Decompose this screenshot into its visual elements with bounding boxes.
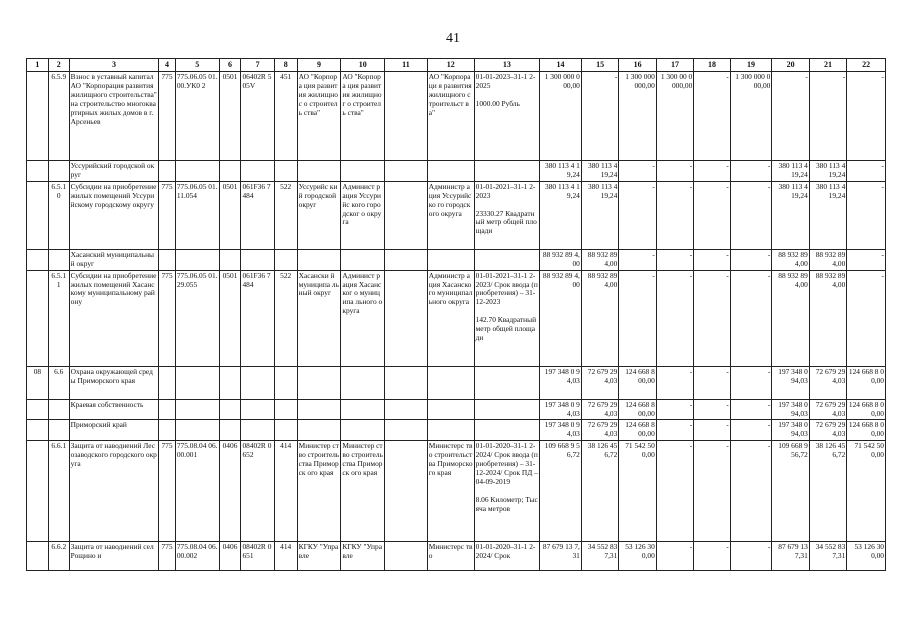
table-cell: [219, 161, 241, 182]
table-cell: [427, 161, 474, 182]
table-cell: 1 300 00 0 000,00: [656, 72, 693, 161]
table-cell: 88 932 89 4,00: [809, 249, 846, 270]
table-cell: Администр ация Уссурийско го городского округа: [427, 181, 474, 249]
table-cell: [297, 399, 341, 420]
table-cell: [241, 399, 274, 420]
table-cell: -: [730, 270, 772, 366]
table-cell: -: [694, 181, 730, 249]
table-cell: Защита от наводнений Лесозаводского городского округа: [69, 441, 159, 542]
table-cell: 775: [159, 542, 176, 571]
table-cell: -: [656, 441, 693, 542]
table-cell: Министер ство строитель ства Приморск ого края: [341, 441, 385, 542]
table-cell: -: [619, 161, 656, 182]
table-cell: -: [694, 542, 730, 571]
table-cell: 88 932 89 4,00: [581, 270, 618, 366]
table-cell: -: [694, 161, 730, 182]
table-cell: -: [694, 441, 730, 542]
table-cell: [274, 161, 297, 182]
table-cell: Защита от наводнений сел Рощино и: [69, 542, 159, 571]
column-header: 18: [694, 59, 730, 72]
table-cell: -: [619, 181, 656, 249]
column-header: 19: [730, 59, 772, 72]
column-header: 16: [619, 59, 656, 72]
column-header: 14: [540, 59, 582, 72]
table-cell: 08402R 0652: [241, 441, 274, 542]
table-cell: 061F36 7484: [241, 270, 274, 366]
table-cell: Краевая собственность: [69, 399, 159, 420]
table-row: [27, 249, 886, 270]
header-row: [27, 59, 886, 72]
table-cell: [175, 420, 219, 441]
table-cell: 53 126 30 0,00: [847, 542, 886, 571]
table-cell: 522: [274, 270, 297, 366]
table-cell: -: [656, 270, 693, 366]
column-header: 1: [27, 59, 49, 72]
column-header: 15: [581, 59, 618, 72]
column-header: 5: [175, 59, 219, 72]
column-header: 10: [341, 59, 385, 72]
table-cell: Админист рация Уссурийс кого городског о округа: [341, 181, 385, 249]
table-cell: 88 932 89 4,00: [809, 270, 846, 366]
table-cell: 380 113 4 19,24: [772, 161, 809, 182]
table-cell: [385, 542, 428, 571]
table-cell: 775.08.04 06.00.001: [175, 441, 219, 542]
table-cell: 197 348 0 94,03: [772, 366, 809, 399]
table-cell: 380 113 4 19,24: [540, 161, 582, 182]
table-cell: -: [656, 366, 693, 399]
table-cell: -: [619, 249, 656, 270]
column-header: 20: [772, 59, 809, 72]
column-header: 2: [48, 59, 69, 72]
table-cell: [48, 399, 69, 420]
table-cell: 775.08.04 06.00.002: [175, 542, 219, 571]
table-cell: 01-01-2020–31-1 2-2024/ Срок: [474, 542, 540, 571]
table-cell: -: [847, 72, 886, 161]
column-header: 13: [474, 59, 540, 72]
table-cell: 01-01-2020–31-1 2-2024/ Срок ввода (приобретения) – 31-12-2024/ Срок ПД – 04-09-2019 8.06 Километр; Тысяча метров: [474, 441, 540, 542]
table-row: [27, 270, 886, 366]
table-cell: 197 348 0 94,03: [540, 420, 582, 441]
table-row: [27, 420, 886, 441]
table-cell: [474, 366, 540, 399]
table-cell: [341, 161, 385, 182]
table-cell: 72 679 29 4,03: [581, 366, 618, 399]
table-cell: -: [809, 72, 846, 161]
table-cell: Министерс тво: [427, 542, 474, 571]
table-cell: [175, 249, 219, 270]
table-cell: [48, 420, 69, 441]
table-cell: -: [656, 420, 693, 441]
table-cell: [297, 161, 341, 182]
table-cell: 775.06.05 01.11.054: [175, 181, 219, 249]
column-header: 3: [69, 59, 159, 72]
table-cell: 124 668 8 00,00: [619, 420, 656, 441]
table-cell: [427, 366, 474, 399]
table-cell: 380 113 4 19,24: [540, 181, 582, 249]
table-cell: 88 932 89 4,00: [581, 249, 618, 270]
table-cell: 414: [274, 542, 297, 571]
table-cell: -: [847, 270, 886, 366]
table-cell: -: [694, 420, 730, 441]
table-cell: [219, 249, 241, 270]
table-cell: -: [730, 420, 772, 441]
table-cell: Администр ация Хасанского муниципал ьного округа: [427, 270, 474, 366]
table-row: [27, 399, 886, 420]
table-cell: -: [730, 161, 772, 182]
table-cell: -: [694, 72, 730, 161]
table-row: [27, 542, 886, 571]
table-cell: 775: [159, 441, 176, 542]
table-cell: 775.06.05 01.00.УК0 2: [175, 72, 219, 161]
table-cell: [297, 249, 341, 270]
table-cell: Хасански й муниципа льный округ: [297, 270, 341, 366]
table-row: [27, 181, 886, 249]
table-cell: -: [730, 181, 772, 249]
table-cell: [341, 399, 385, 420]
table-cell: [474, 161, 540, 182]
table-cell: 88 932 89 4,00: [540, 249, 582, 270]
table-cell: 380 113 4 19,24: [809, 181, 846, 249]
table-cell: [341, 249, 385, 270]
column-header: 8: [274, 59, 297, 72]
table-cell: 109 668 9 56,72: [772, 441, 809, 542]
table-cell: [175, 366, 219, 399]
table-cell: [385, 249, 428, 270]
table-cell: 124 668 8 00,00: [847, 366, 886, 399]
table-cell: [385, 441, 428, 542]
table-cell: -: [656, 399, 693, 420]
table-cell: 6.5.10: [48, 181, 69, 249]
table-cell: 124 668 8 00,00: [619, 399, 656, 420]
table-cell: 124 668 8 00,00: [847, 399, 886, 420]
table-cell: 380 113 4 19,24: [809, 161, 846, 182]
table-cell: [297, 366, 341, 399]
column-header: 22: [847, 59, 886, 72]
table-cell: 87 679 13 7,31: [772, 542, 809, 571]
table-cell: 6.5.11: [48, 270, 69, 366]
table-cell: -: [694, 270, 730, 366]
table-cell: [385, 72, 428, 161]
table-cell: [159, 161, 176, 182]
table-cell: [274, 249, 297, 270]
column-header: 17: [656, 59, 693, 72]
table-cell: Админист рация Хасанског о муниципа льного округа: [341, 270, 385, 366]
table-cell: КГКУ "Управле: [297, 542, 341, 571]
table-cell: 197 348 0 94,03: [540, 366, 582, 399]
table-cell: -: [730, 542, 772, 571]
table-cell: [385, 181, 428, 249]
table-cell: 71 542 50 0,00: [847, 441, 886, 542]
table-cell: [48, 249, 69, 270]
table-cell: 1 300 000 000,00: [730, 72, 772, 161]
table-cell: [27, 441, 49, 542]
table-cell: [385, 270, 428, 366]
table-cell: [175, 161, 219, 182]
table-cell: 775: [159, 181, 176, 249]
table-cell: Субсидии на приобретение жилых помещений Уссурийскому городскому округу: [69, 181, 159, 249]
table-cell: АО "Корпора ция развития жилищнос о строитель ства": [297, 72, 341, 161]
table-cell: [297, 420, 341, 441]
table-cell: [385, 399, 428, 420]
table-cell: [474, 249, 540, 270]
table-cell: -: [694, 399, 730, 420]
table-cell: [274, 399, 297, 420]
table-cell: 0501: [219, 181, 241, 249]
table-cell: 71 542 50 0,00: [619, 441, 656, 542]
table-cell: 775: [159, 72, 176, 161]
column-header: 21: [809, 59, 846, 72]
table-cell: -: [847, 161, 886, 182]
table-cell: -: [730, 399, 772, 420]
table-cell: 775: [159, 270, 176, 366]
table-cell: [341, 420, 385, 441]
table-cell: [27, 72, 49, 161]
table-cell: [219, 399, 241, 420]
table-cell: [159, 249, 176, 270]
table-cell: 0501: [219, 72, 241, 161]
table-cell: -: [847, 181, 886, 249]
table-row: [27, 72, 886, 161]
table-cell: Взнос в уставный капитал АО "Корпорация развития жилищного строительства" на строительство многоквартирных жилых домов в г. Арсеньев: [69, 72, 159, 161]
table-cell: 414: [274, 441, 297, 542]
table-cell: [241, 249, 274, 270]
table-cell: [427, 420, 474, 441]
table-cell: 197 348 0 94,03: [540, 399, 582, 420]
table-cell: 380 113 4 19,24: [581, 181, 618, 249]
table-cell: 06402R 505V: [241, 72, 274, 161]
table-cell: -: [730, 249, 772, 270]
table-cell: 72 679 29 4,03: [809, 420, 846, 441]
column-header: 6: [219, 59, 241, 72]
table-cell: [385, 420, 428, 441]
column-header: 4: [159, 59, 176, 72]
table-cell: [427, 399, 474, 420]
table-cell: -: [581, 72, 618, 161]
table-cell: 38 126 45 6,72: [809, 441, 846, 542]
table-cell: [159, 366, 176, 399]
table-cell: 197 348 0 94,03: [772, 420, 809, 441]
table-cell: 34 552 83 7,31: [809, 542, 846, 571]
table-cell: -: [730, 441, 772, 542]
table-cell: [385, 366, 428, 399]
table-cell: 88 932 89 4,00: [540, 270, 582, 366]
table-cell: [27, 399, 49, 420]
table-cell: -: [730, 366, 772, 399]
table-cell: 34 552 83 7,31: [581, 542, 618, 571]
page-number: 41: [446, 31, 460, 46]
table-cell: 109 668 9 56,72: [540, 441, 582, 542]
table-cell: [241, 161, 274, 182]
table-cell: 87 679 13 7,31: [540, 542, 582, 571]
table-cell: 522: [274, 181, 297, 249]
table-cell: 01-01-2023–31-1 2-2025 1000.00 Рубль: [474, 72, 540, 161]
table-cell: 08: [27, 366, 49, 399]
table-cell: -: [656, 161, 693, 182]
table-cell: 775.06.05 01.29.055: [175, 270, 219, 366]
table-cell: Приморский край: [69, 420, 159, 441]
table-cell: [474, 420, 540, 441]
table-cell: [219, 366, 241, 399]
table-cell: -: [656, 249, 693, 270]
table-cell: -: [656, 542, 693, 571]
table-cell: 72 679 29 4,03: [581, 420, 618, 441]
table-cell: 53 126 30 0,00: [619, 542, 656, 571]
table-cell: [159, 399, 176, 420]
table-cell: [27, 161, 49, 182]
column-header: 7: [241, 59, 274, 72]
table-cell: [27, 542, 49, 571]
table-cell: 451: [274, 72, 297, 161]
table-cell: -: [694, 249, 730, 270]
table-cell: [27, 181, 49, 249]
table-cell: 88 932 89 4,00: [772, 270, 809, 366]
budget-table: [26, 58, 886, 571]
table-cell: -: [619, 270, 656, 366]
table-row: [27, 161, 886, 182]
table-cell: 1 300 000 000,00: [619, 72, 656, 161]
table-cell: 72 679 29 4,03: [581, 399, 618, 420]
table-cell: КГКУ "Управле: [341, 542, 385, 571]
table-cell: 38 126 45 6,72: [581, 441, 618, 542]
column-header: 9: [297, 59, 341, 72]
table-cell: 1 300 000 000,00: [540, 72, 582, 161]
table-cell: 061F36 7484: [241, 181, 274, 249]
table-row: [27, 441, 886, 542]
table-cell: 124 668 8 00,00: [619, 366, 656, 399]
table-cell: 01-01-2021–31-1 2-2023/ Срок ввода (приобретения) – 31-12-2023 142.70 Квадратный метр общей площади: [474, 270, 540, 366]
table-cell: 6.6.1: [48, 441, 69, 542]
table-cell: 380 113 4 19,24: [772, 181, 809, 249]
table-cell: -: [847, 249, 886, 270]
table-cell: 6.5.9: [48, 72, 69, 161]
table-cell: [241, 420, 274, 441]
table-cell: 6.6: [48, 366, 69, 399]
table-cell: -: [656, 181, 693, 249]
column-header: 12: [427, 59, 474, 72]
table-cell: 72 679 29 4,03: [809, 366, 846, 399]
table-cell: [474, 399, 540, 420]
table-cell: Охрана окружающей среды Приморского края: [69, 366, 159, 399]
table-cell: [27, 270, 49, 366]
table-row: [27, 366, 886, 399]
table-cell: 01-01-2021–31-1 2-2023 23330.27 Квадратный метр общей площади: [474, 181, 540, 249]
table-cell: [159, 420, 176, 441]
table-cell: Уссурийс кий городской округ: [297, 181, 341, 249]
table-cell: [175, 399, 219, 420]
table-cell: Субсидии на приобретение жилых помещений Хасанскому муниципальному району: [69, 270, 159, 366]
table-cell: [48, 161, 69, 182]
table-cell: Уссурийский городской округ: [69, 161, 159, 182]
table-cell: 197 348 0 94,03: [772, 399, 809, 420]
table-cell: 88 932 89 4,00: [772, 249, 809, 270]
table-cell: Министерс тво строительст ва Приморско го края: [427, 441, 474, 542]
table-cell: [427, 249, 474, 270]
table-cell: [274, 420, 297, 441]
table-cell: Министер ство строитель ства Приморск ого края: [297, 441, 341, 542]
table-cell: [385, 161, 428, 182]
table-cell: [219, 420, 241, 441]
table-cell: 380 113 4 19,24: [581, 161, 618, 182]
table-cell: [241, 366, 274, 399]
table-cell: [274, 366, 297, 399]
table-cell: 6.6.2: [48, 542, 69, 571]
table-cell: [341, 366, 385, 399]
table-cell: Хасанский муниципальный округ: [69, 249, 159, 270]
table-cell: -: [772, 72, 809, 161]
table-cell: 0406: [219, 441, 241, 542]
table-cell: [27, 420, 49, 441]
table-cell: 08402R 0651: [241, 542, 274, 571]
column-header: 11: [385, 59, 428, 72]
table-cell: [27, 249, 49, 270]
table-cell: 72 679 29 4,03: [809, 399, 846, 420]
table-cell: 124 668 8 00,00: [847, 420, 886, 441]
table-cell: 0501: [219, 270, 241, 366]
table-cell: -: [694, 366, 730, 399]
table-cell: АО "Корпораци я развития жилищного строительст ва": [427, 72, 474, 161]
table-cell: АО "Корпора ция развития жилищног о строитель ства": [341, 72, 385, 161]
table-cell: 0406: [219, 542, 241, 571]
